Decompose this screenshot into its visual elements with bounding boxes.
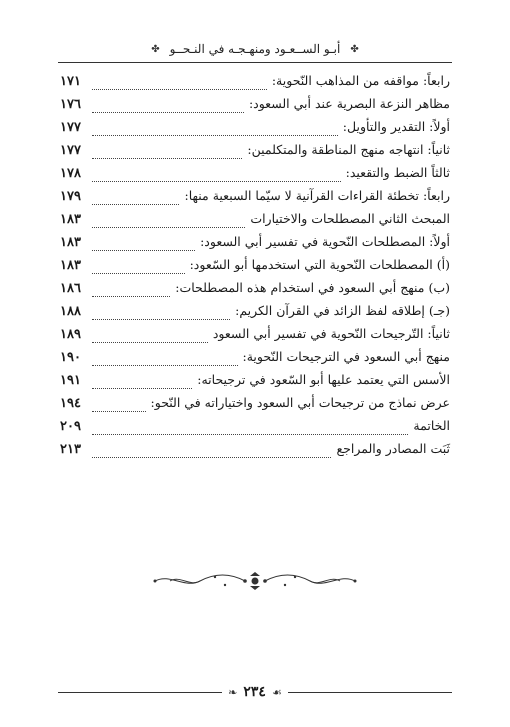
toc-entry-page-number: ١٧١ xyxy=(60,74,81,89)
table-of-contents xyxy=(60,70,450,461)
toc-dot-leader xyxy=(92,284,170,297)
toc-dot-leader xyxy=(92,77,267,90)
toc-entry-page-number: ١٧٦ xyxy=(60,97,81,112)
toc-entry-title: رابعاً: تخطئة القراءات القرآنية لا سيّما السبعية منها: xyxy=(184,188,450,204)
toc-dot-leader xyxy=(92,353,238,366)
toc-entry-title: الأسس التي يعتمد عليها أبو السّعود في ترجيحاته: xyxy=(197,372,450,388)
footer-rule-left xyxy=(58,692,222,693)
toc-entry-title: (جـ) إطلاقه لفظ الزائد في القرآن الكريم: xyxy=(235,303,450,319)
toc-entry-page-number: ١٧٨ xyxy=(60,166,81,181)
floral-divider-icon xyxy=(150,570,360,592)
toc-entry-page-number: ١٧٩ xyxy=(60,189,81,204)
toc-dot-leader xyxy=(92,445,331,458)
page-number: ٢٣٤ xyxy=(243,684,266,700)
toc-dot-leader xyxy=(92,192,179,205)
toc-entry xyxy=(60,300,450,323)
toc-entry-page-number: ١٨٩ xyxy=(60,327,81,342)
footer-rule-right xyxy=(288,692,452,693)
toc-entry xyxy=(60,93,450,116)
toc-entry-page-number: ٢٠٩ xyxy=(60,419,81,434)
toc-entry xyxy=(60,162,450,185)
toc-entry-title: ثالثاً الضبط والتقعيد: xyxy=(345,165,450,181)
toc-entry-title: (أ) المصطلحات النّحوية التي استخدمها أبو السّعود: xyxy=(189,257,450,273)
toc-entry-title: عرض نماذج من ترجيحات أبي السعود واختياراته في النّحو: xyxy=(150,395,450,411)
toc-dot-leader xyxy=(92,330,208,343)
toc-entry xyxy=(60,323,450,346)
toc-entry-title: مظاهر النزعة البصرية عند أبي السعود: xyxy=(248,96,450,112)
toc-entry xyxy=(60,185,450,208)
toc-entry-page-number: ١٨٣ xyxy=(60,235,81,250)
header-rule xyxy=(58,62,452,63)
toc-entry xyxy=(60,415,450,438)
toc-dot-leader xyxy=(92,123,338,136)
toc-entry-page-number: ١٨٣ xyxy=(60,258,81,273)
toc-entry-title: ثانياً: التّرجيحات النّحوية في تفسير أبي السعود xyxy=(212,326,450,342)
toc-dot-leader xyxy=(92,238,195,251)
toc-dot-leader xyxy=(92,261,185,274)
left-flourish-icon: ❧ xyxy=(228,685,238,699)
toc-entry-page-number: ١٩٠ xyxy=(60,350,81,365)
toc-entry xyxy=(60,116,450,139)
toc-dot-leader xyxy=(92,307,230,320)
toc-dot-leader xyxy=(92,422,408,435)
toc-entry xyxy=(60,438,450,461)
footer-page-marker xyxy=(222,684,288,700)
toc-entry xyxy=(60,254,450,277)
right-flourish-icon: ☙ xyxy=(271,685,282,699)
toc-entry xyxy=(60,277,450,300)
toc-entry-title: رابعاً: مواقفه من المذاهب النّحوية: xyxy=(271,73,450,89)
toc-dot-leader xyxy=(92,376,192,389)
toc-entry-title: الخاتمة xyxy=(413,418,450,434)
header-ornament-left: ✤ xyxy=(151,43,160,55)
toc-entry xyxy=(60,369,450,392)
toc-dot-leader xyxy=(92,169,341,182)
toc-entry-page-number: ١٨٦ xyxy=(60,281,81,296)
toc-entry-page-number: ٢١٣ xyxy=(60,442,81,457)
toc-entry-title: ثَبَت المصادر والمراجع xyxy=(336,441,450,457)
toc-entry-title: أولاً: المصطلحات النّحوية في تفسير أبي السعود: xyxy=(200,234,450,250)
toc-entry xyxy=(60,139,450,162)
toc-entry xyxy=(60,70,450,93)
toc-entry-page-number: ١٧٧ xyxy=(60,120,81,135)
toc-entry xyxy=(60,346,450,369)
page-footer xyxy=(58,682,452,702)
toc-dot-leader xyxy=(92,215,245,228)
toc-entry xyxy=(60,231,450,254)
toc-entry-title: (ب) منهج أبي السعود في استخدام هذه المصطلحات: xyxy=(175,280,450,296)
toc-dot-leader xyxy=(92,399,146,412)
floral-divider-svg xyxy=(150,571,360,591)
running-header xyxy=(58,38,452,60)
toc-entry xyxy=(60,392,450,415)
toc-entry-page-number: ١٨٣ xyxy=(60,212,81,227)
toc-entry-page-number: ١٧٧ xyxy=(60,143,81,158)
running-header-title: أبـو الســعـود ومنهـجـه في النـحــو xyxy=(169,42,341,56)
toc-entry-page-number: ١٩٤ xyxy=(60,396,81,411)
toc-dot-leader xyxy=(92,100,244,113)
toc-entry-title: المبحث الثاني المصطلحات والاختيارات xyxy=(250,211,450,227)
toc-entry xyxy=(60,208,450,231)
toc-entry-title: منهج أبي السعود في الترجيحات النّحوية: xyxy=(242,349,450,365)
toc-entry-page-number: ١٩١ xyxy=(60,373,81,388)
toc-entry-title: ثانياً: انتهاجه منهج المناطقة والمتكلمين: xyxy=(247,142,450,158)
toc-entry-title: أولاً: التقدير والتأويل: xyxy=(342,119,450,135)
toc-entry-page-number: ١٨٨ xyxy=(60,304,81,319)
header-ornament-right: ✤ xyxy=(350,43,359,55)
toc-dot-leader xyxy=(92,146,242,159)
